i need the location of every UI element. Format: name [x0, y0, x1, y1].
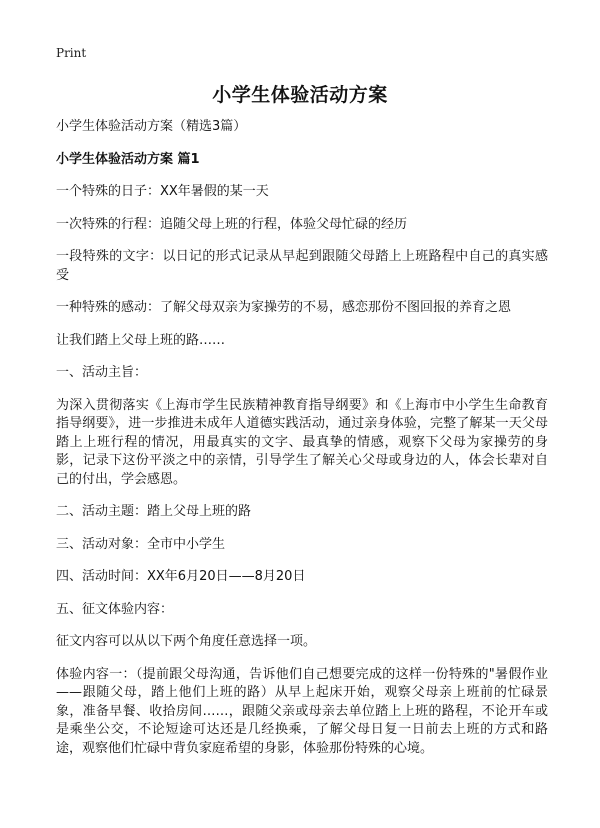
paragraph-lets-go: 让我们踏上父母上班的路…… [56, 332, 226, 348]
heading-activity-theme: 二、活动主题：踏上父母上班的路 [56, 504, 252, 519]
paragraph-essay-choice: 征文内容可以从以下两个角度任意选择一项。 [56, 634, 317, 649]
paragraph-special-feeling: 一种特殊的感动：了解父母双亲为家操劳的不易，感恋那份不图回报的养育之恩 [56, 300, 512, 315]
document-subtitle: 小学生体验活动方案（精选3篇） [56, 119, 247, 134]
paragraph-experience-one: 体验内容一：（提前跟父母沟通，告诉他们自己想要完成的这样一份特殊的"暑假作业——跟随父母，踏上他们上班的路）从早上起床开始，观察父母亲上班前的忙碌景象，准备早餐、收拾房间……，跟随父亲或母亲去单位踏上上班的路程，不论开车或是乘坐公交，不论短途可达还是几经换乘，了解父母日复一日前去上班的方式和路途，观察他们忙碌中背负家庭希望的身影，体验那份特殊的心境。 [56, 666, 548, 756]
heading-essay-content: 五、征文体验内容： [56, 601, 174, 617]
heading-activity-time: 四、活动时间：XX年6月20日——8月20日 [56, 569, 306, 584]
paragraph-special-day: 一个特殊的日子：XX年暑假的某一天 [56, 184, 269, 199]
document-body [56, 118, 548, 771]
paragraph-special-trip: 一次特殊的行程：追随父母上班的行程，体验父母忙碌的经历 [56, 216, 408, 232]
print-label: Print [56, 46, 87, 60]
paragraph-special-text: 一段特殊的文字：以日记的形式记录从早起到跟随父母踏上上班路程中自己的真实感受 [56, 249, 548, 283]
section-heading: 小学生体验活动方案 篇1 [56, 151, 200, 167]
heading-activity-purpose: 一、活动主旨： [56, 365, 148, 380]
heading-activity-target: 三、活动对象：全市中小学生 [56, 536, 226, 552]
document-title: 小学生体验活动方案 [212, 84, 388, 106]
paragraph-activity-purpose: 为深入贯彻落实《上海市学生民族精神教育指导纲要》和《上海市中小学生生命教育指导纲要》，进一步推进未成年人道德实践活动，通过亲身体验，完整了解某一天父母踏上上班行程的情况，用最真实的文字、最真挚的情感，观察下父母为家操劳的身影，记录下这份平淡之中的亲情，引导学生了解关心父母或身边的人，体会长辈对自己的付出，学会感恩。 [56, 397, 548, 487]
